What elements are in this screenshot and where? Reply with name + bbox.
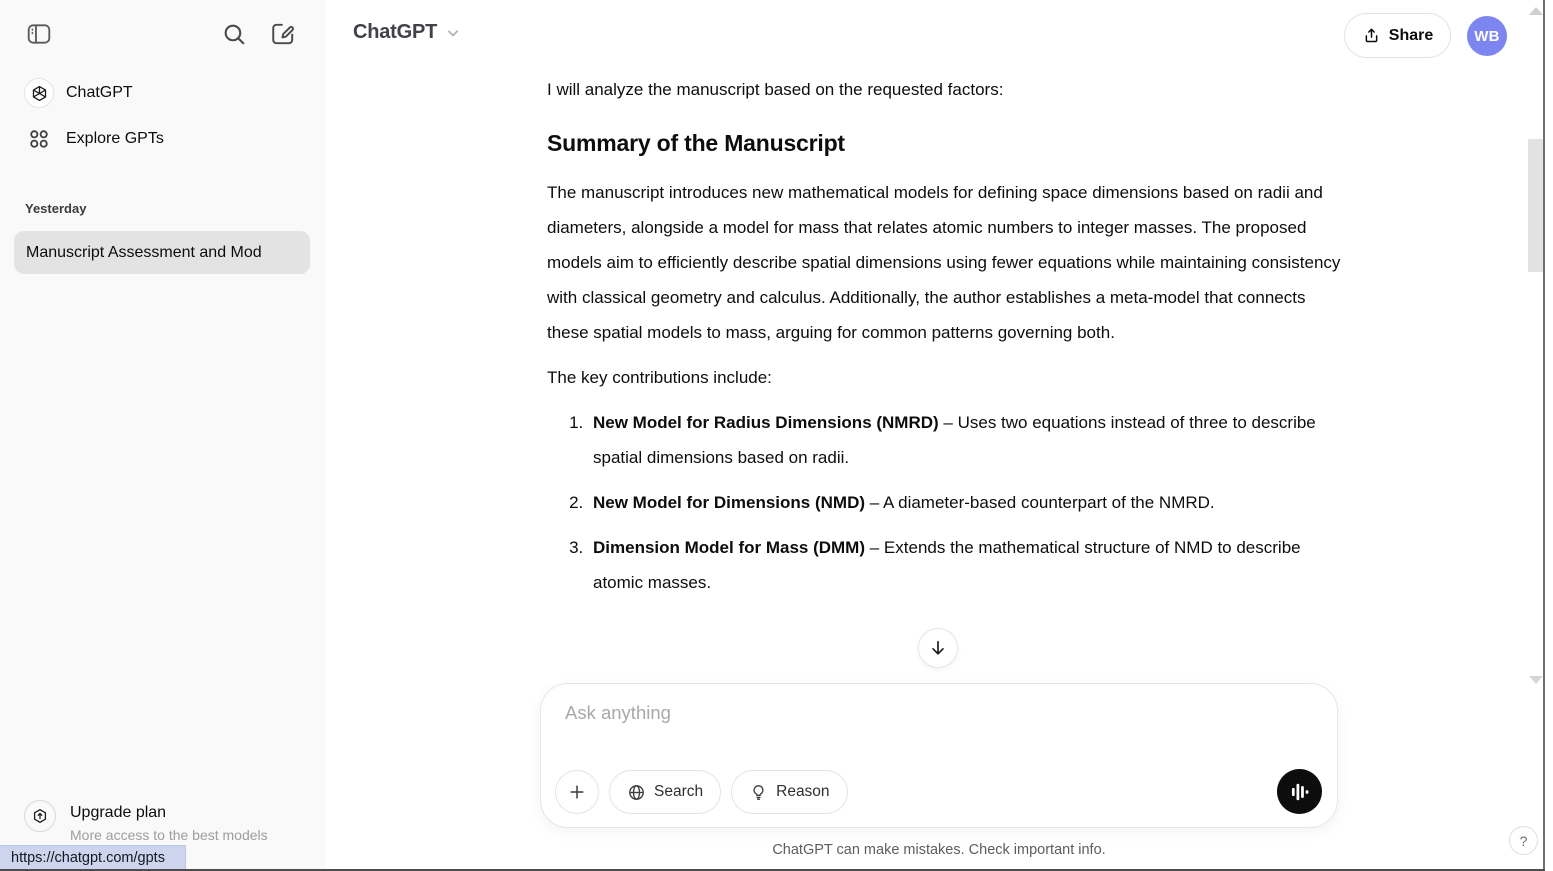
chevron-down-icon bbox=[443, 23, 463, 43]
globe-icon bbox=[627, 783, 646, 802]
new-chat-button[interactable] bbox=[266, 17, 300, 51]
sidebar-toggle-icon bbox=[26, 21, 52, 47]
message-heading: Summary of the Manuscript bbox=[547, 130, 845, 156]
arrow-down-icon bbox=[928, 638, 948, 658]
list-item-term: Dimension Model for Mass (DMM) bbox=[593, 538, 866, 557]
list-item-text: – Uses two equations instead of three to describe spatial dimensions based on radii. bbox=[593, 413, 1316, 467]
list-item-text: – A diameter-based counterpart of the NMRD. bbox=[869, 493, 1215, 512]
explore-gpts-icon bbox=[24, 128, 54, 150]
contribution-list bbox=[547, 405, 1342, 600]
list-item-term: New Model for Radius Dimensions (NMRD) bbox=[593, 413, 939, 432]
window-border-right bbox=[1543, 0, 1545, 871]
message-intro: I will analyze the manuscript based on the requested factors: bbox=[547, 80, 1004, 99]
list-item bbox=[588, 485, 1342, 520]
composer bbox=[540, 683, 1338, 828]
reason-tool-button[interactable] bbox=[731, 770, 847, 814]
scrollbar-up-arrow[interactable] bbox=[1529, 7, 1543, 15]
avatar-initials: WB bbox=[1474, 27, 1500, 45]
scroll-to-bottom-button[interactable] bbox=[918, 628, 958, 668]
sidebar-item-label: Explore GPTs bbox=[66, 130, 164, 147]
search-icon bbox=[222, 22, 247, 47]
list-item-term: New Model for Dimensions (NMD) bbox=[593, 493, 866, 512]
browser-status-url bbox=[0, 845, 186, 869]
upgrade-plan-button[interactable] bbox=[24, 800, 268, 843]
composer-tools bbox=[555, 770, 848, 814]
sidebar-item-label: ChatGPT bbox=[66, 84, 133, 101]
plus-icon bbox=[567, 782, 587, 802]
lightbulb-icon bbox=[749, 783, 768, 802]
history-item-label: Manuscript Assessment and Mod bbox=[26, 243, 262, 261]
help-label: ? bbox=[1519, 832, 1528, 849]
search-tool-label: Search bbox=[654, 783, 704, 800]
share-icon bbox=[1362, 26, 1381, 45]
sidebar-item-chatgpt[interactable] bbox=[10, 73, 310, 113]
reason-tool-label: Reason bbox=[776, 783, 830, 800]
message-paragraph: The manuscript introduces new mathematical models for defining space dimensions based on radii and diameters, alongside a model for mass that relates atomic numbers to integer masses. The proposed models aim to efficiently describe spatial dimensions using fewer equations while maintaining consistency with classical geometry and calculus. Additionally, the author establishes a meta-model that connects these spatial models to mass, arguing for common patterns governing both. bbox=[547, 183, 1341, 342]
openai-logo-icon bbox=[24, 78, 54, 108]
search-tool-button[interactable] bbox=[609, 770, 721, 814]
list-item-text: – Extends the mathematical structure of NMD to describe atomic masses. bbox=[593, 538, 1301, 592]
upgrade-title: Upgrade plan bbox=[70, 804, 167, 821]
history-section-label: Yesterday bbox=[25, 201, 87, 216]
sidebar-toggle-button[interactable] bbox=[22, 17, 56, 51]
avatar[interactable] bbox=[1467, 16, 1507, 56]
model-switcher[interactable] bbox=[353, 21, 463, 44]
disclaimer-text: ChatGPT can make mistakes. Check important info. bbox=[772, 842, 1106, 858]
upgrade-subtitle: More access to the best models bbox=[70, 827, 268, 843]
prompt-input[interactable] bbox=[565, 702, 1305, 748]
search-chats-button[interactable] bbox=[217, 17, 251, 51]
new-chat-icon bbox=[270, 21, 296, 47]
assistant-message bbox=[547, 72, 1342, 610]
sidebar-item-explore-gpts[interactable] bbox=[10, 119, 310, 159]
help-button[interactable] bbox=[1509, 826, 1538, 855]
attach-button[interactable] bbox=[555, 770, 599, 814]
sidebar bbox=[0, 0, 325, 871]
upgrade-icon bbox=[24, 800, 56, 832]
history-item-manuscript[interactable] bbox=[14, 231, 310, 274]
share-button-label: Share bbox=[1388, 26, 1434, 44]
model-switcher-label: ChatGPT bbox=[353, 21, 438, 43]
list-item bbox=[588, 405, 1342, 475]
waveform-icon bbox=[1289, 781, 1311, 803]
scrollbar-down-arrow[interactable] bbox=[1529, 676, 1543, 684]
list-item bbox=[588, 530, 1342, 600]
share-button[interactable] bbox=[1344, 13, 1451, 58]
voice-mode-button[interactable] bbox=[1277, 769, 1322, 814]
status-url-text: https://chatgpt.com/gpts bbox=[11, 849, 165, 866]
scrollbar-thumb[interactable] bbox=[1528, 139, 1543, 272]
message-list-intro: The key contributions include: bbox=[547, 368, 772, 387]
